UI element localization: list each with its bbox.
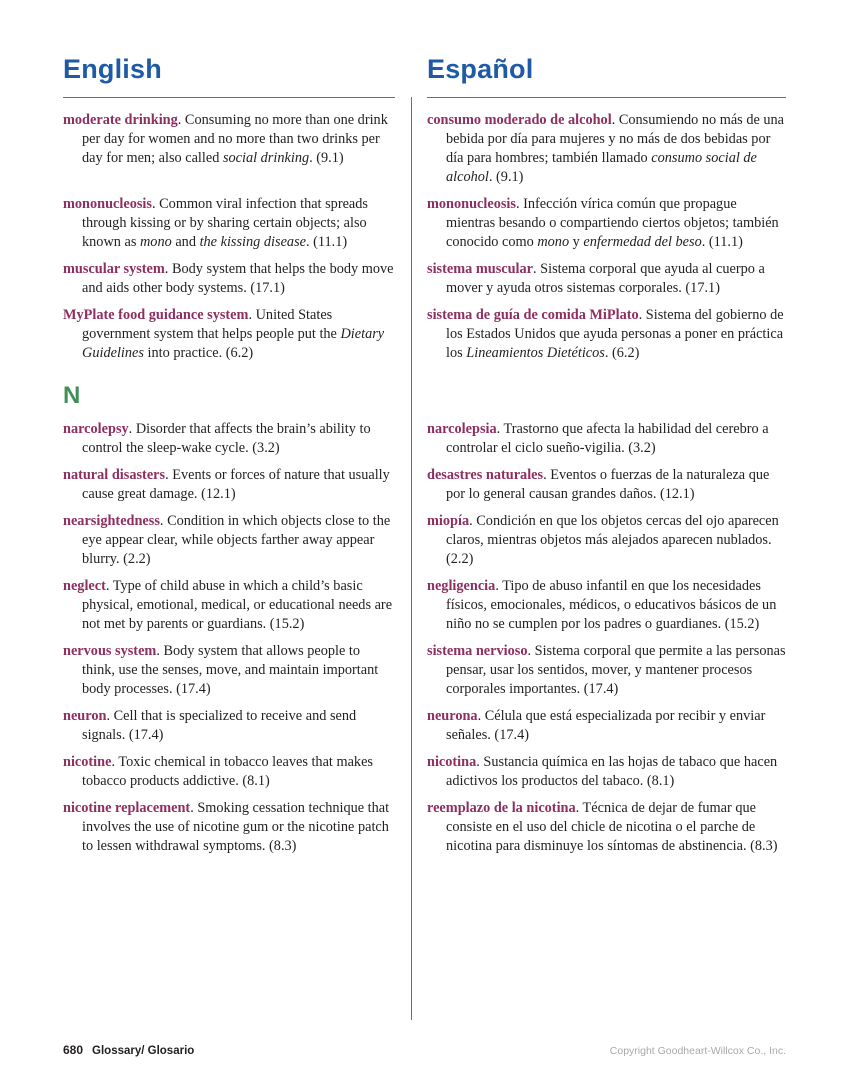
glossary-entry-en (63, 306, 395, 363)
glossary-cell-es (427, 642, 786, 699)
glossary-cell-es (427, 195, 786, 252)
glossary-cell-es (427, 707, 786, 745)
glossary-entry-en (63, 195, 395, 252)
glossary-cell-es (427, 753, 786, 791)
entry-term: neuron (63, 708, 107, 724)
glossary-cell-es (427, 306, 786, 363)
entry-term: muscular system (63, 261, 165, 277)
glossary-entry-es (427, 306, 786, 363)
column-headers (63, 54, 786, 98)
glossary-entry-en (63, 260, 395, 298)
entry-text: . Events or forces of nature that usually cause great damage. (12.1) (82, 467, 390, 502)
glossary-entry-es (427, 512, 786, 569)
glossary-entry-en (63, 512, 395, 569)
entry-text: . Consuming no more than one drink per day for women and no more than two drinks per day for men; also called (82, 112, 388, 166)
glossary-grid (63, 98, 786, 856)
entry-term: mononucleosis (427, 196, 516, 212)
entry-term: nicotine (63, 754, 112, 770)
entry-text: . Toxic chemical in tobacco leaves that makes tobacco products addictive. (8.1) (82, 754, 373, 789)
glossary-entry-en (63, 799, 395, 856)
entry-term: reemplazo de la nicotina (427, 800, 576, 816)
entry-text: . United States government system that helps people put the (82, 307, 341, 342)
entry-text: . Sistema corporal que ayuda al cuerpo a mover y ayuda otros sistemas corporales. (17.1) (446, 261, 765, 296)
entry-italic-text: the kissing disease (199, 234, 306, 250)
entry-text: . Sistema corporal que permite a las personas pensar, usar los sentidos, mover, y mantener procesos corporales importantes. (17.4) (446, 643, 786, 697)
glossary-cell-es (427, 577, 786, 634)
entry-text: and (171, 234, 200, 250)
glossary-cell-en (63, 512, 395, 569)
glossary-entry-es (427, 799, 786, 856)
entry-term: natural disasters (63, 467, 166, 483)
entry-text: . Eventos o fuerzas de la naturaleza que por lo general causan grandes daños. (12.1) (446, 467, 770, 502)
entry-term: MyPlate food guidance system (63, 307, 249, 323)
page-number: 680 (63, 1043, 84, 1057)
glossary-entry-es (427, 260, 786, 298)
footer-left (63, 1043, 194, 1057)
glossary-entry-es (427, 420, 786, 458)
entry-term: sistema de guía de comida MiPlato (427, 307, 639, 323)
glossary-entry-es (427, 707, 786, 745)
glossary-cell-es (427, 512, 786, 569)
entry-italic-text: social drinking (222, 150, 310, 166)
entry-text: . Disorder that affects the brain’s ability to control the sleep-wake cycle. (3.2) (82, 421, 371, 456)
entry-text: . Body system that helps the body move and aids other body systems. (17.1) (82, 261, 394, 296)
glossary-entry-en (63, 753, 395, 791)
section-letter-spacer (427, 371, 786, 412)
glossary-cell-es (427, 466, 786, 504)
entry-text: . Consumiendo no más de una bebida por día para mujeres y no más de dos bebidas por día para hombres; también llamado (446, 112, 785, 166)
glossary-cell-en (63, 306, 395, 363)
glossary-cell-en (63, 260, 395, 298)
glossary-cell-en (63, 799, 395, 856)
entry-text: . Smoking cessation technique that involves the use of nicotine gum or the nicotine patch to lessen withdrawal symptoms. (8.3) (82, 800, 390, 854)
entry-text: into practice. (6.2) (143, 345, 254, 361)
glossary-entry-es (427, 111, 786, 187)
entry-term: nicotina (427, 754, 477, 770)
entry-text: . Célula que está especializada por recibir y enviar señales. (17.4) (446, 708, 766, 743)
page-footer (63, 1043, 786, 1057)
entry-term: desastres naturales (427, 467, 544, 483)
glossary-cell-en (63, 195, 395, 252)
entry-text: . (11.1) (305, 234, 348, 250)
entry-text: . Condition in which objects close to the eye appear clear, while objects farther away appear blurry. (2.2) (82, 513, 391, 567)
entry-text: . Sustancia química en las hojas de tabaco que hacen adictivos los productos del tabaco. (8.1) (446, 754, 778, 789)
entry-text: . (9.1) (309, 150, 344, 166)
glossary-cell-en (63, 466, 395, 504)
column-divider (411, 97, 412, 1020)
glossary-cell-en (63, 420, 395, 458)
entry-text: . Body system that allows people to think, use the senses, move, and maintain important body processes. (17.4) (82, 643, 379, 697)
entry-italic-text: Dietary Guidelines (82, 326, 385, 361)
heading-english: English (63, 54, 395, 98)
entry-text: . Tipo de abuso infantil en que los necesidades físicos, emocionales, médicos, o educativos básicos de un niño no se cumplen por los padres o guardianes. (15.2) (446, 578, 777, 632)
entry-term: sistema nervioso (427, 643, 528, 659)
entry-text: . Técnica de dejar de fumar que consiste en el uso del chicle de nicotina o el parche de nicotina para disminuye los síntomas de abstinencia. (8.3) (446, 800, 778, 854)
glossary-cell-en (63, 642, 395, 699)
glossary-entry-es (427, 753, 786, 791)
glossary-entry-es (427, 642, 786, 699)
entry-text: . Infección vírica común que propague mientras besando o compartiendo ciertos objetos; también conocido como (446, 196, 779, 250)
glossary-cell-en (63, 577, 395, 634)
entry-italic-text: mono (537, 234, 570, 250)
entry-term: mononucleosis (63, 196, 152, 212)
entry-italic-text: mono (139, 234, 172, 250)
entry-term: neglect (63, 578, 106, 594)
entry-italic-text: Lineamientos Dietéticos (466, 345, 605, 361)
copyright-text: Copyright Goodheart-Willcox Co., Inc. (609, 1045, 786, 1057)
glossary-entry-en (63, 642, 395, 699)
entry-text: . Condición en que los objetos cercas del ojo aparecen claros, mientras objetos más alejados aparecen nublados. (2.2) (446, 513, 779, 567)
entry-italic-text: enfermedad del beso (583, 234, 702, 250)
glossary-entry-en (63, 466, 395, 504)
entry-text: y (569, 234, 584, 250)
glossary-cell-es (427, 420, 786, 458)
glossary-entry-es (427, 195, 786, 252)
entry-term: nearsightedness (63, 513, 160, 529)
entry-term: narcolepsia (427, 421, 497, 437)
glossary-entry-en (63, 707, 395, 745)
entry-term: miopía (427, 513, 470, 529)
entry-term: nervous system (63, 643, 157, 659)
glossary-entry-en (63, 111, 395, 168)
entry-italic-text: consumo social de alcohol (446, 150, 757, 185)
entry-text: . Common viral infection that spreads through kissing or by sharing certain objects; also known as (82, 196, 368, 250)
glossary-entry-es (427, 466, 786, 504)
entry-text: . (6.2) (604, 345, 640, 361)
entry-term: consumo moderado de alcohol (427, 112, 612, 128)
entry-text: . Type of child abuse in which a child’s basic physical, emotional, medical, or educational needs are not met by parents or guardians. (15.2) (82, 578, 393, 632)
entry-term: moderate drinking (63, 112, 178, 128)
entry-term: narcolepsy (63, 421, 129, 437)
entry-text: . Trastorno que afecta la habilidad del cerebro a controlar el ciclo sueño-vigilia. (3.2) (446, 421, 769, 456)
glossary-cell-en (63, 707, 395, 745)
glossary-cell-es (427, 260, 786, 298)
glossary-cell-en (63, 753, 395, 791)
section-letter: N (63, 382, 81, 409)
glossary-cell-es (427, 799, 786, 856)
glossary-label: Glossary/ Glosario (92, 1045, 195, 1057)
entry-text: . Cell that is specialized to receive and send signals. (17.4) (82, 708, 357, 743)
entry-term: nicotine replacement (63, 800, 191, 816)
glossary-entry-es (427, 577, 786, 634)
glossary-entry-en (63, 420, 395, 458)
entry-text: . Sistema del gobierno de los Estados Unidos que ayuda personas a poner en práctica los (446, 307, 784, 361)
glossary-entry-en (63, 577, 395, 634)
entry-term: negligencia (427, 578, 496, 594)
entry-term: sistema muscular (427, 261, 534, 277)
entry-text: . (9.1) (488, 169, 524, 185)
heading-espanol: Español (427, 54, 786, 98)
entry-text: . (11.1) (701, 234, 743, 250)
glossary-cell-en (63, 111, 395, 187)
glossary-cell-es (427, 111, 786, 187)
entry-term: neurona (427, 708, 478, 724)
